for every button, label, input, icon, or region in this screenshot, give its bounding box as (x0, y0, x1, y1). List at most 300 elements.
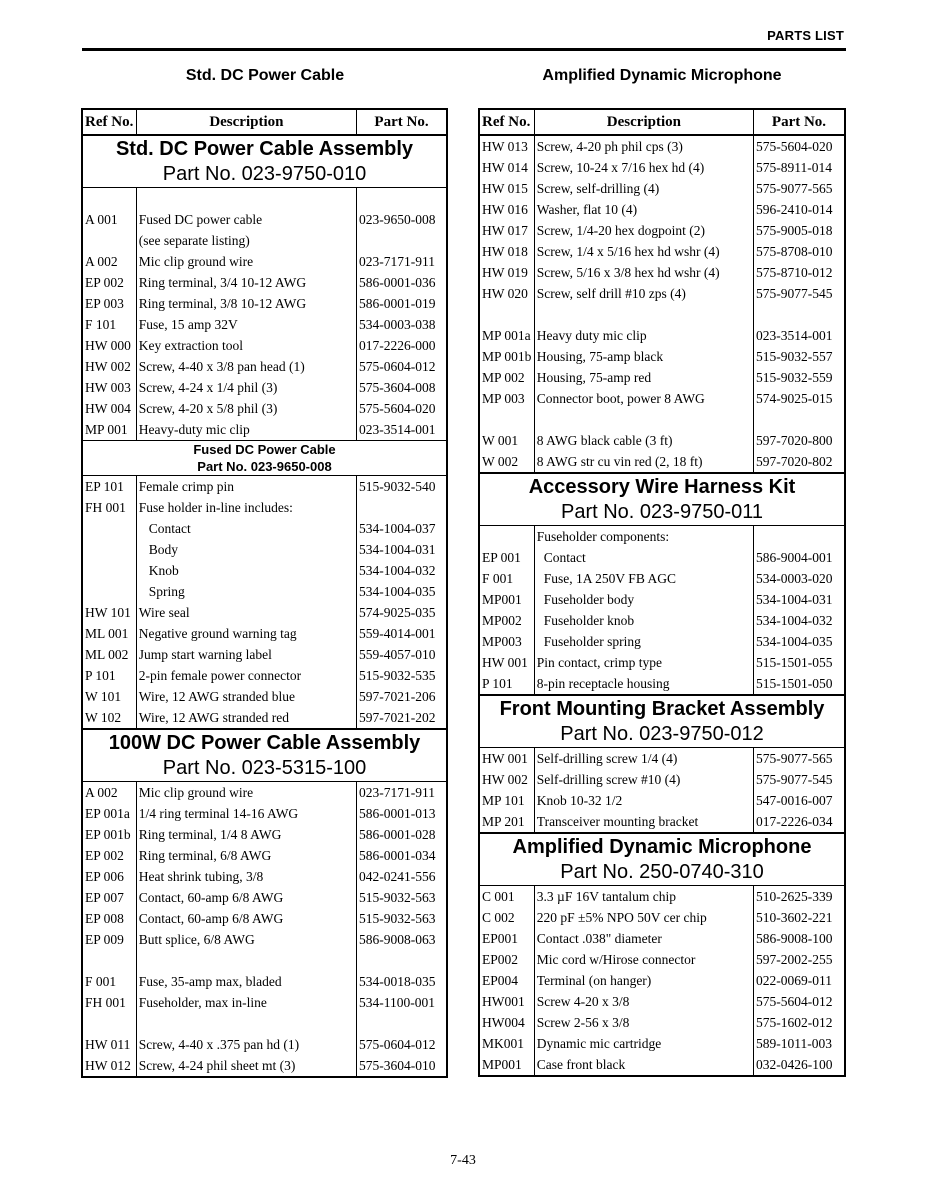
description-cell: Fuse, 15 amp 32V (136, 314, 356, 335)
table-row (82, 623, 447, 644)
section-part-number-row (82, 458, 447, 476)
part-number-cell: 586-0001-019 (359, 295, 436, 311)
table-row (82, 782, 447, 804)
ref-cell: FH 001 (82, 992, 136, 1013)
description-cell: Knob 10-32 1/2 (534, 790, 753, 811)
part-number-cell: 534-0018-035 (359, 973, 436, 989)
table-row (479, 991, 845, 1012)
ref-cell: EP 001b (82, 824, 136, 845)
ref-cell: MK001 (479, 1033, 534, 1054)
table-row (479, 388, 845, 409)
part-number-cell: 023-3514-001 (755, 327, 833, 343)
part-number-cell: 023-9650-008 (359, 211, 436, 227)
part-number-cell: 510-2625-339 (755, 888, 833, 904)
ref-cell: MP 001b (479, 346, 534, 367)
part-number-cell: 515-1501-055 (755, 654, 833, 670)
part-number-cell: 534-1004-031 (359, 541, 436, 557)
part-number-cell: 515-9032-563 (359, 910, 436, 926)
ref-cell: MP 001a (479, 325, 534, 346)
part-number-cell: 575-9077-545 (755, 771, 833, 787)
ref-cell: EP 008 (82, 908, 136, 929)
ref-cell: HW 020 (479, 283, 534, 304)
ref-cell: HW 101 (82, 602, 136, 623)
table-row (82, 209, 447, 230)
table-row (82, 476, 447, 498)
ref-cell (82, 230, 136, 251)
ref-cell: MP001 (479, 1054, 534, 1076)
description-header: Description (136, 109, 356, 135)
table-row (82, 950, 447, 971)
part-number-cell: 534-1004-035 (755, 633, 833, 649)
part-number-cell: 515-9032-557 (755, 348, 833, 364)
table-row (82, 707, 447, 729)
table-row (479, 1012, 845, 1033)
table-row (479, 135, 845, 157)
table-row (479, 928, 845, 949)
part-number-cell: 022-0069-011 (755, 972, 832, 988)
description-cell (136, 1013, 356, 1034)
section-part-number: Part No. 023-9750-010 (82, 162, 447, 188)
section-title-row (479, 473, 845, 500)
section-subtitle-row (82, 441, 447, 459)
ref-cell: HW 000 (82, 335, 136, 356)
ref-cell: MP 002 (479, 367, 534, 388)
description-cell: Knob (136, 560, 356, 581)
ref-cell: HW 003 (82, 377, 136, 398)
description-cell: Fuse, 35-amp max, bladed (136, 971, 356, 992)
part-number-cell: 534-1100-001 (359, 994, 435, 1010)
description-cell: 8 AWG black cable (3 ft) (534, 430, 753, 451)
ref-cell: EP 002 (82, 845, 136, 866)
table-row (82, 539, 447, 560)
ref-cell: HW 002 (82, 356, 136, 377)
description-cell: Wire seal (136, 602, 356, 623)
ref-cell: EP 001 (479, 547, 534, 568)
table-row (82, 887, 447, 908)
table-row (82, 803, 447, 824)
table-row (479, 631, 845, 652)
table-row (82, 335, 447, 356)
ref-cell: EP 101 (82, 476, 136, 498)
section-part-number: Part No. 023-9650-008 (82, 458, 447, 476)
ref-cell (479, 304, 534, 325)
ref-cell: A 002 (82, 782, 136, 804)
table-row (479, 262, 845, 283)
section-part-number: Part No. 250-0740-310 (479, 860, 845, 886)
description-cell: Screw, self-drilling (4) (534, 178, 753, 199)
description-cell (136, 188, 356, 210)
description-cell: Fuseholder spring (534, 631, 753, 652)
description-cell: Body (136, 539, 356, 560)
section-part-number-row (82, 162, 447, 188)
ref-cell: HW 015 (479, 178, 534, 199)
description-cell: Transceiver mounting bracket (534, 811, 753, 833)
ref-cell (82, 188, 136, 210)
part-number-cell: 586-0001-013 (359, 805, 436, 821)
part-number-cell: 586-0001-034 (359, 847, 436, 863)
part-number-cell: 574-9025-035 (359, 604, 436, 620)
part-number-cell: 575-9077-565 (755, 750, 833, 766)
description-cell: Contact (136, 518, 356, 539)
description-cell: Screw, 4-20 x 5/8 phil (3) (136, 398, 356, 419)
section-part-number-row (82, 756, 447, 782)
part-number-cell: 515-9032-540 (359, 478, 436, 494)
table-row (479, 970, 845, 991)
ref-cell (82, 950, 136, 971)
part-number-cell: 574-9025-015 (755, 390, 833, 406)
ref-cell: HW 019 (479, 262, 534, 283)
part-number-cell (357, 950, 448, 971)
part-number-cell: 534-1004-037 (359, 520, 436, 536)
part-number-cell: 023-7171-911 (359, 253, 435, 269)
description-cell: Washer, flat 10 (4) (534, 199, 753, 220)
part-number-cell: 575-8708-010 (755, 243, 833, 259)
ref-cell: HW004 (479, 1012, 534, 1033)
part-number-cell: 586-9008-100 (755, 930, 833, 946)
section-part-number: Part No. 023-9750-012 (479, 722, 845, 748)
table-row (479, 241, 845, 262)
ref-cell: HW 013 (479, 135, 534, 157)
part-number-cell: 575-9077-565 (755, 180, 833, 196)
description-cell: Screw, self drill #10 zps (4) (534, 283, 753, 304)
table-row (479, 610, 845, 631)
description-cell: Fused DC power cable (136, 209, 356, 230)
part-number-cell (357, 230, 448, 251)
ref-cell: MP 201 (479, 811, 534, 833)
part-number-cell: 547-0016-007 (755, 792, 833, 808)
ref-cell: HW 001 (479, 748, 534, 770)
parts-list-header: PARTS LIST (767, 28, 844, 43)
right-parts-table (478, 108, 846, 1077)
ref-cell: EP 001a (82, 803, 136, 824)
ref-cell: HW 004 (82, 398, 136, 419)
section-title: Accessory Wire Harness Kit (479, 473, 845, 500)
section-part-number: Part No. 023-5315-100 (82, 756, 447, 782)
section-part-number: Part No. 023-9750-011 (479, 500, 845, 526)
part-number-cell: 575-8911-014 (755, 159, 832, 175)
ref-cell: W 101 (82, 686, 136, 707)
description-cell: Screw, 4-24 phil sheet mt (3) (136, 1055, 356, 1077)
description-cell: Screw, 4-40 x 3/8 pan head (1) (136, 356, 356, 377)
table-row (82, 845, 447, 866)
table-row (82, 908, 447, 929)
ref-cell: EP 009 (82, 929, 136, 950)
table-row (82, 992, 447, 1013)
table-row (82, 314, 447, 335)
part-number-cell: 586-9008-063 (359, 931, 436, 947)
table-row (479, 157, 845, 178)
ref-cell: C 001 (479, 886, 534, 908)
table-row (479, 367, 845, 388)
description-cell: Dynamic mic cartridge (534, 1033, 753, 1054)
ref-cell: A 001 (82, 209, 136, 230)
ref-cell: HW 018 (479, 241, 534, 262)
ref-cell: EP002 (479, 949, 534, 970)
ref-cell: HW 001 (479, 652, 534, 673)
description-cell: 8-pin receptacle housing (534, 673, 753, 695)
description-cell: Housing, 75-amp red (534, 367, 753, 388)
ref-cell: HW 011 (82, 1034, 136, 1055)
table-row (479, 430, 845, 451)
description-cell (534, 304, 753, 325)
left-parts-table (81, 108, 448, 1078)
description-cell: Fuseholder body (534, 589, 753, 610)
description-cell: Fuseholder knob (534, 610, 753, 631)
part-number-cell: 515-9032-535 (359, 667, 436, 683)
description-cell (534, 409, 753, 430)
table-row (479, 547, 845, 568)
part-number-cell: 575-8710-012 (755, 264, 833, 280)
description-cell: Negative ground warning tag (136, 623, 356, 644)
table-row (82, 581, 447, 602)
part-number-cell: 575-0604-012 (359, 358, 436, 374)
section-title: Amplified Dynamic Microphone (479, 833, 845, 860)
section-part-number-row (479, 500, 845, 526)
ref-no-header: Ref No. (82, 109, 136, 135)
table-row (479, 283, 845, 304)
ref-cell: F 001 (82, 971, 136, 992)
table-row (479, 409, 845, 430)
part-number-cell: 032-0426-100 (755, 1056, 833, 1072)
table-row (479, 451, 845, 473)
table-row (82, 644, 447, 665)
part-number-cell: 575-0604-012 (359, 1036, 436, 1052)
ref-cell: ML 001 (82, 623, 136, 644)
table-row (82, 602, 447, 623)
description-cell: Screw, 4-40 x .375 pan hd (1) (136, 1034, 356, 1055)
description-cell: Spring (136, 581, 356, 602)
ref-cell: EP004 (479, 970, 534, 991)
table-row (479, 1033, 845, 1054)
description-cell: Fuseholder components: (534, 526, 753, 548)
description-cell: Terminal (on hanger) (534, 970, 753, 991)
table-row (479, 907, 845, 928)
ref-cell: F 101 (82, 314, 136, 335)
description-cell: Screw 4-20 x 3/8 (534, 991, 753, 1012)
part-number-cell: 575-5604-020 (359, 400, 436, 416)
part-number-cell: 586-0001-028 (359, 826, 436, 842)
part-number-cell (357, 1013, 448, 1034)
table-header-row (82, 109, 447, 135)
part-number-cell: 534-1004-032 (359, 562, 436, 578)
table-row (479, 325, 845, 346)
table-row (82, 560, 447, 581)
ref-cell: FH 001 (82, 497, 136, 518)
table-row (82, 251, 447, 272)
description-cell: Contact, 60-amp 6/8 AWG (136, 908, 356, 929)
description-cell: Screw, 5/16 x 3/8 hex hd wshr (4) (534, 262, 753, 283)
ref-cell: A 002 (82, 251, 136, 272)
description-cell: 1/4 ring terminal 14-16 AWG (136, 803, 356, 824)
description-cell: Contact, 60-amp 6/8 AWG (136, 887, 356, 908)
description-cell: Pin contact, crimp type (534, 652, 753, 673)
description-cell: Self-drilling screw #10 (4) (534, 769, 753, 790)
description-cell: Screw, 4-20 ph phil cps (3) (534, 135, 753, 157)
part-number-cell: 559-4014-001 (359, 625, 436, 641)
description-cell: Jump start warning label (136, 644, 356, 665)
part-number-cell: 534-1004-032 (755, 612, 833, 628)
section-title-row (82, 729, 447, 756)
part-number-cell: 596-2410-014 (755, 201, 833, 217)
part-number-cell: 515-1501-050 (755, 675, 833, 691)
part-number-cell: 575-5604-012 (755, 993, 833, 1009)
ref-cell: ML 002 (82, 644, 136, 665)
part-number-cell (357, 188, 448, 210)
table-row (82, 497, 447, 518)
description-cell: 3.3 µF 16V tantalum chip (534, 886, 753, 908)
part-number-cell: 017-2226-000 (359, 337, 436, 353)
description-cell: Screw 2-56 x 3/8 (534, 1012, 753, 1033)
part-number-cell: 534-1004-031 (755, 591, 833, 607)
part-number-cell: 559-4057-010 (359, 646, 436, 662)
ref-cell: W 002 (479, 451, 534, 473)
ref-cell: HW 002 (479, 769, 534, 790)
ref-cell (82, 1013, 136, 1034)
description-cell: 2-pin female power connector (136, 665, 356, 686)
right-column-title: Amplified Dynamic Microphone (542, 67, 782, 84)
ref-cell: HW 012 (82, 1055, 136, 1077)
table-row (82, 272, 447, 293)
description-cell: Housing, 75-amp black (534, 346, 753, 367)
description-cell: Mic cord w/Hirose connector (534, 949, 753, 970)
ref-cell: EP 003 (82, 293, 136, 314)
table-row (479, 949, 845, 970)
table-row (479, 1054, 845, 1076)
table-row (82, 824, 447, 845)
ref-cell (82, 560, 136, 581)
part-number-cell: 017-2226-034 (755, 813, 833, 829)
ref-cell: C 002 (479, 907, 534, 928)
description-cell: Butt splice, 6/8 AWG (136, 929, 356, 950)
description-cell: Connector boot, power 8 AWG (534, 388, 753, 409)
table-row (82, 1034, 447, 1055)
part-number-cell: 023-7171-911 (359, 784, 435, 800)
table-row (479, 304, 845, 325)
part-no-header: Part No. (753, 109, 845, 135)
table-row (479, 790, 845, 811)
ref-cell: MP 003 (479, 388, 534, 409)
section-title: 100W DC Power Cable Assembly (82, 729, 447, 756)
description-cell: Fuse holder in-line includes: (136, 497, 356, 518)
table-row (479, 769, 845, 790)
part-number-cell: 597-7020-800 (755, 432, 833, 448)
ref-cell: EP 002 (82, 272, 136, 293)
part-number-cell: 597-7020-802 (755, 453, 833, 469)
description-cell: Screw, 10-24 x 7/16 hex hd (4) (534, 157, 753, 178)
description-cell: Contact (534, 547, 753, 568)
ref-cell: P 101 (479, 673, 534, 695)
part-number-cell: 534-0003-020 (755, 570, 833, 586)
page-number: 7-43 (450, 1153, 476, 1168)
table-row (82, 377, 447, 398)
ref-cell: HW 017 (479, 220, 534, 241)
table-row (479, 652, 845, 673)
description-cell: Heavy duty mic clip (534, 325, 753, 346)
section-title-row (479, 695, 845, 722)
table-row (479, 220, 845, 241)
ref-cell (479, 526, 534, 548)
ref-cell: EP 007 (82, 887, 136, 908)
ref-no-header: Ref No. (479, 109, 534, 135)
table-row (82, 188, 447, 210)
table-row (479, 526, 845, 548)
section-title-row (479, 833, 845, 860)
table-row (479, 178, 845, 199)
table-header-row (479, 109, 845, 135)
ref-cell: P 101 (82, 665, 136, 686)
description-cell: 220 pF ±5% NPO 50V cer chip (534, 907, 753, 928)
description-cell: Wire, 12 AWG stranded blue (136, 686, 356, 707)
part-number-cell (753, 409, 845, 430)
description-cell: Case front black (534, 1054, 753, 1076)
description-cell: (see separate listing) (136, 230, 356, 251)
ref-cell: EP001 (479, 928, 534, 949)
description-cell: Screw, 1/4-20 hex dogpoint (2) (534, 220, 753, 241)
ref-cell: MP002 (479, 610, 534, 631)
part-number-cell: 534-0003-038 (359, 316, 436, 332)
ref-cell: HW001 (479, 991, 534, 1012)
ref-cell (82, 539, 136, 560)
description-cell: Ring terminal, 3/4 10-12 AWG (136, 272, 356, 293)
part-number-cell (357, 497, 448, 518)
description-cell: Ring terminal, 1/4 8 AWG (136, 824, 356, 845)
table-row (82, 866, 447, 887)
ref-cell: MP001 (479, 589, 534, 610)
ref-cell: HW 016 (479, 199, 534, 220)
part-number-cell: 575-9005-018 (755, 222, 833, 238)
description-cell: Ring terminal, 3/8 10-12 AWG (136, 293, 356, 314)
part-number-cell: 575-9077-545 (755, 285, 833, 301)
section-title: Front Mounting Bracket Assembly (479, 695, 845, 722)
part-number-cell: 515-9032-563 (359, 889, 436, 905)
part-number-cell: 534-1004-035 (359, 583, 436, 599)
table-row (82, 419, 447, 441)
ref-cell: F 001 (479, 568, 534, 589)
part-number-cell: 597-2002-255 (755, 951, 833, 967)
table-row (479, 748, 845, 770)
description-cell: Mic clip ground wire (136, 251, 356, 272)
part-number-cell: 510-3602-221 (755, 909, 833, 925)
part-number-cell: 586-0001-036 (359, 274, 436, 290)
table-row (82, 1055, 447, 1077)
table-row (82, 230, 447, 251)
description-cell (136, 950, 356, 971)
part-number-cell: 586-9004-001 (755, 549, 833, 565)
description-cell: Heavy-duty mic clip (136, 419, 356, 441)
section-part-number-row (479, 860, 845, 886)
table-row (82, 398, 447, 419)
description-cell: Fuse, 1A 250V FB AGC (534, 568, 753, 589)
ref-cell: MP 101 (479, 790, 534, 811)
description-cell: Key extraction tool (136, 335, 356, 356)
ref-cell: MP 001 (82, 419, 136, 441)
ref-cell: EP 006 (82, 866, 136, 887)
table-row (82, 686, 447, 707)
header-rule (82, 48, 846, 51)
description-cell: Self-drilling screw 1/4 (4) (534, 748, 753, 770)
section-title: Std. DC Power Cable Assembly (115, 138, 414, 160)
description-cell: Mic clip ground wire (136, 782, 356, 804)
description-cell: Screw, 4-24 x 1/4 phil (3) (136, 377, 356, 398)
description-cell: 8 AWG str cu vin red (2, 18 ft) (534, 451, 753, 473)
part-number-cell: 042-0241-556 (359, 868, 436, 884)
part-number-cell: 575-3604-008 (359, 379, 436, 395)
part-no-header: Part No. (357, 109, 448, 135)
description-cell: Contact .038" diameter (534, 928, 753, 949)
part-number-cell: 597-7021-206 (359, 688, 436, 704)
ref-cell (479, 409, 534, 430)
table-row (479, 568, 845, 589)
